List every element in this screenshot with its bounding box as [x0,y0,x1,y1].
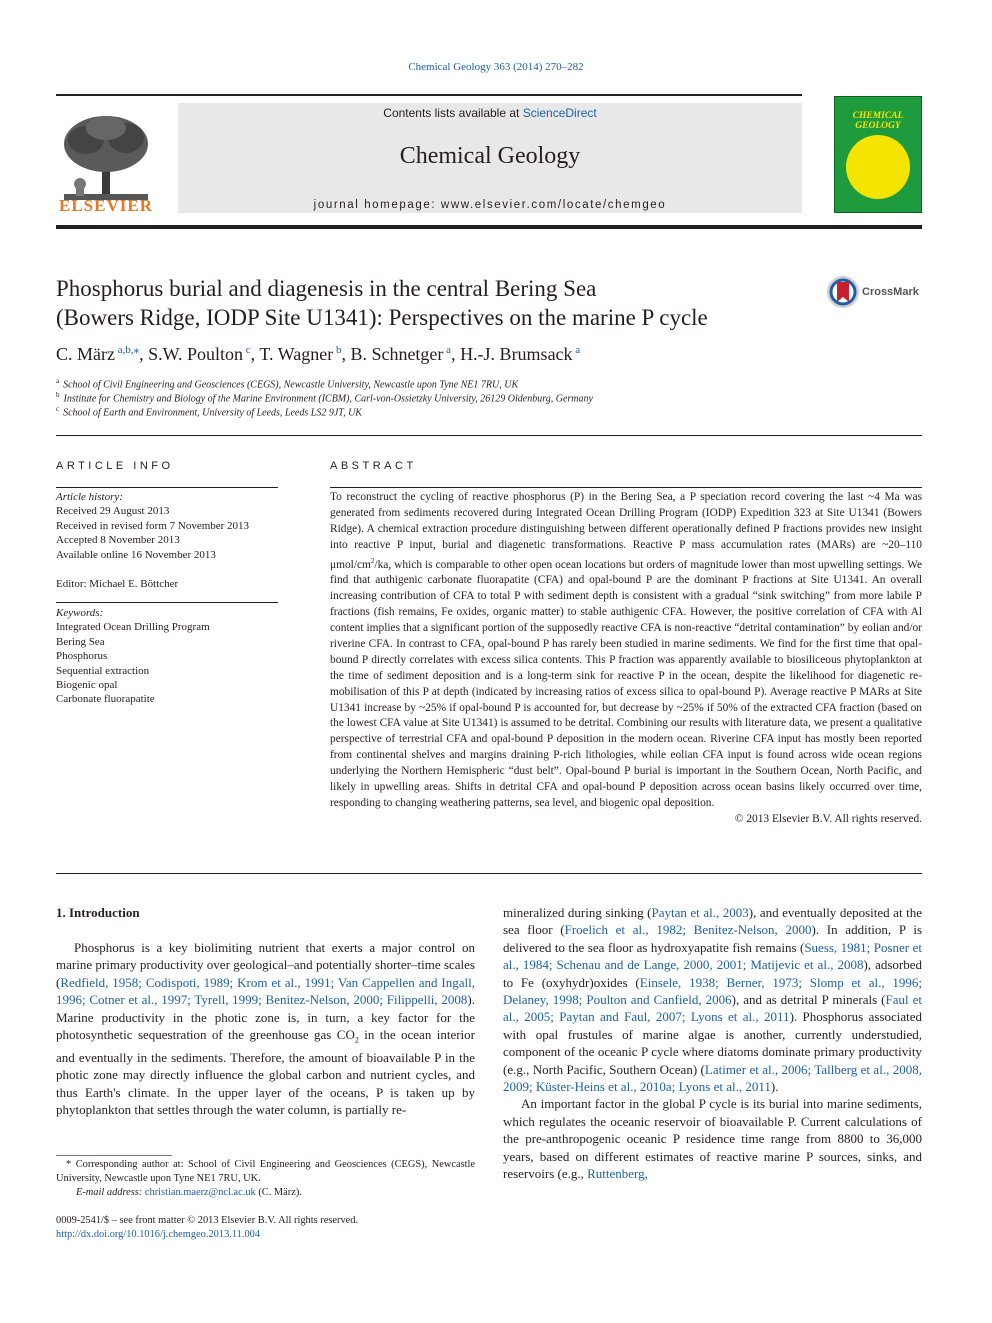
contents-available: Contents lists available at ScienceDirect [383,106,597,120]
body-rule [56,873,922,874]
journal-title: Chemical Geology [399,143,581,169]
author-separator: , [250,344,260,364]
author-affiliation-mark[interactable]: a [443,344,452,356]
header-thick-rule [56,225,922,229]
author-name: H.-J. Brumsack [460,344,573,364]
footnote-rule [56,1155,172,1156]
article-history: Article history: Received 29 August 2013 Received in revised form 7 November 2013 Accepted 8 November 2013 Available online 16 November 2013 [56,491,250,561]
cover-circle-graphic [846,135,910,199]
author-name: B. Schnetger [350,344,444,364]
intro-paragraph-1-cont [503,904,922,1095]
body-text: ). [770,1079,779,1095]
section-rule [56,435,922,436]
body-text: ), and as detrital P minerals ( [731,992,886,1008]
article-info-heading: ARTICLE INFO [56,460,174,472]
copyright-line: © 2013 Elsevier B.V. All rights reserved. [734,812,922,825]
reference-link[interactable]: Einsele, 1938; Berner, 1973; Slomp et al., 1996; Delaney, 1998; Poulton and Canfield, 2006 [503,974,922,1008]
author-list [56,343,922,365]
reference-link[interactable]: Redfield, 1958; Codispoti, 1989; Krom et al., 1991; Van Cappellen and Ingall, 1996; Cotner et al., 1997; Tyrell, 1999; Benitez-Nelson, 2000; Filippelli, 2008 [56,974,475,1008]
editor: Editor: Michael E. Böttcher [56,578,179,590]
subscript: 2 [354,1035,359,1045]
body-text: mineralized during sinking ( [503,905,652,920]
body-text: Phosphorus is a key biolimiting nutrient that exerts a major control on marine primary productivity over geological–and potentially shorter–time scales ( [56,940,475,990]
abstract-rule [330,487,922,488]
body-text: in the ocean interior and eventually in the sediments. Therefore, the amount of bioavailable P in the photic zone may directly influence the global carbon and nutrient cycles, and thus Earth's climate. In the upper layer of the oceans, P is taken up by phytoplankton that settles through the water column, is partially re- [56,1027,475,1118]
issn-line: 0009-2541/$ – see front matter © 2013 Elsevier B.V. All rights reserved. [56,1215,359,1226]
author-separator: , [341,344,351,364]
doi-link[interactable]: http://dx.doi.org/10.1016/j.chemgeo.2013.11.004 [56,1229,261,1240]
body-text: ). In addition, P is delivered to the sea floor as hydroxyapatite fish remains ( [503,922,923,955]
email-line: E-mail address: christian.maerz@ncl.ac.uk (C. März). [76,1187,302,1198]
intro-column-left [56,939,475,1119]
body-text: ). Marine productivity in the photic zone is, in turn, a key factor for the photosynthetic sequestration of the greenhouse gas CO [56,992,475,1043]
reference-link[interactable]: Ruttenberg, [587,1166,648,1182]
journal-citation[interactable]: Chemical Geology 363 (2014) 270–282 [408,61,584,73]
crossmark-icon[interactable] [826,275,860,309]
reference-link[interactable]: Froelich et al., 1982; Benitez-Nelson, 2000 [564,922,812,938]
corresponding-author-note: * Corresponding author at: School of Civil Engineering and Geosciences (CEGS), Newcastle University, Newcastle upon Tyne NE1 7RU, UK. [56,1159,475,1184]
author-name: S.W. Poulton [148,344,243,364]
author-separator: , [451,344,461,364]
body-text: ). Phosphorus associated with opal frustules of marine algae is another, currently understudied, component of the oceanic P cycle where diatoms dominate primary productivity (e.g., North Pacific, Southern Ocean) ( [503,1009,922,1077]
intro-paragraph-1 [56,939,475,1119]
sciencedirect-link[interactable]: ScienceDirect [522,106,597,120]
author-affiliation-mark[interactable]: b [333,344,342,356]
author-name: C. März [56,344,115,364]
reference-link[interactable]: Latimer et al., 2006; Tallberg et al., 2008, 2009; Küster-Heins et al., 2010a; Lyons et al., 2011 [503,1061,922,1095]
header-rule [56,94,802,96]
section-heading-introduction: 1. Introduction [56,905,140,920]
intro-paragraph-2 [503,1095,922,1182]
author-affiliation-mark[interactable]: c [243,344,251,356]
abstract-body: To reconstruct the cycling of reactive phosphorus (P) in the Bering Sea, a P speciation record covering the last ~4 Ma was generated from sediments recovered during Integrated Ocean Drilling Program (IODP) Expedition 323 at Site U1341 (Bowers Ridge). A chemical extraction procedure distinguishing between different operationally defined P fractions provides new insight into reactive P input, burial and diagenetic transformations. Reactive P mass accumulation rates (MARs) are ~20–110 μmol/$cm^2/ka$, which is comparable to other open ocean locations but orders of magnitude lower than most upwelling settings. We find that authigenic carbonate fluorapatite (CFA) and opal-bound P are the dominant P fractions at Site U1341. An overall increasing contribution of CFA to total P with sediment depth is consistent with a gradual “sink switching” from more labile P fractions (fish remains, Fe oxides, organic matter) to stable authigenic CFA. However, the positive correlation of CFA with Al content implies that a significant portion of the supposedly reactive CFA is non-reactive “detrital contamination” by eolian and/or riverine CFA. In contrast to CFA, opal-bound P has rarely been studied in marine sediments. We find for the first time that opal-bound P directly correlates with excess silica contents. This P fraction was apparently available to biosiliceous phytoplankton at the time of sediment deposition and is a long-term sink for reactive P in the ocean, despite the likelihood for diagenetic re-mobilisation of this P at depth (indicated by increasing ratios of excess silica to opal-bound P). Average reactive P MARs at Site U1341 increase by ~25% if opal-bound P is accounted for, but decrease by ~25% if 50% of the extracted CFA fraction (based on the lowest CFA value at Site U1341) is assumed to be detrital. Combining our results with literature data, we present a qualitative perspective of terrestrial CFA and opal-bound P deposition in the modern ocean. Riverine CFA input has mostly been reported from continental shelves and margins draining P-rich lithologies, while eolian CFA input is found across wide ocean regions underlying the Northern Hemispheric “dust belt”. Opal-bound P burial is important in the Southern Ocean, North Pacific, and likely in upwelling areas. Shifts in detrital CFA and opal-bound P deposition across ocean basins likely occurred over time, responding to changing weathering patterns, sea level, and biogenic opal deposition. © 2013 Elsevier B.V. All rights reserved. [330,490,922,828]
reference-link[interactable]: Paytan et al., 2003 [651,905,749,920]
author-affiliation-mark[interactable]: a [572,344,581,356]
body-text: An important factor in the global P cycle is its burial into marine sediments, which regulates the oceanic reservoir of bioavailable P. Current calculations of the pre-anthropogenic oceanic P residence time range from 8800 to 36,000 years, based on different estimates of reactive marine P sources, sinks, and reservoirs (e.g., [503,1096,922,1182]
author-affiliation-mark[interactable]: a,b,⁎ [114,344,140,356]
journal-homepage[interactable]: journal homepage: www.elsevier.com/locate/chemgeo [313,199,667,211]
author-name: T. Wagner [259,344,334,364]
body-text: ), adsorbed to Fe (oxyhydr)oxides ( [503,957,922,990]
intro-column-right [503,904,922,1183]
crossmark-label[interactable]: CrossMark [862,286,919,298]
affiliation-c: $^c$ School of Earth and Environment, University of Leeds, Leeds LS2 9JT, UK [56,405,362,419]
author-email-link[interactable]: christian.maerz@ncl.ac.uk [144,1187,256,1198]
reference-link[interactable]: Faul et al., 2005; Paytan and Faul, 2007; Lyons et al., 2011 [503,992,922,1025]
abstract-heading: ABSTRACT [330,460,417,472]
article-title: Phosphorus burial and diagenesis in the central Bering Sea (Bowers Ridge, IODP Site U1341): Perspectives on the marine P cycle [56,276,708,330]
keywords-rule [56,602,278,603]
affiliation-b: $^b$ Institute for Chemistry and Biology of the Marine Environment (ICBM), Carl-von-Ossietzky University, 26129 Oldenburg, Germany [56,391,593,405]
article-info-rule [56,487,278,488]
reference-link[interactable]: Suess, 1981; Posner et al., 1984; Schenau and de Lange, 2000, 2001; Matijevic et al., 2008 [503,939,922,973]
body-text: ), and eventually deposited at the sea floor ( [503,905,922,938]
author-separator: , [139,344,149,364]
cover-title: CHEMICAL GEOLOGY [852,111,904,131]
elsevier-wordmark: ELSEVIER [59,196,153,215]
affiliation-a: $^a$ School of Civil Engineering and Geosciences (CEGS), Newcastle University, Newcastle upon Tyne NE1 7RU, UK [56,377,519,391]
keywords: Keywords: Integrated Ocean Drilling Program Bering Sea Phosphorus Sequential extraction Biogenic opal Carbonate fluorapatite [56,607,210,706]
